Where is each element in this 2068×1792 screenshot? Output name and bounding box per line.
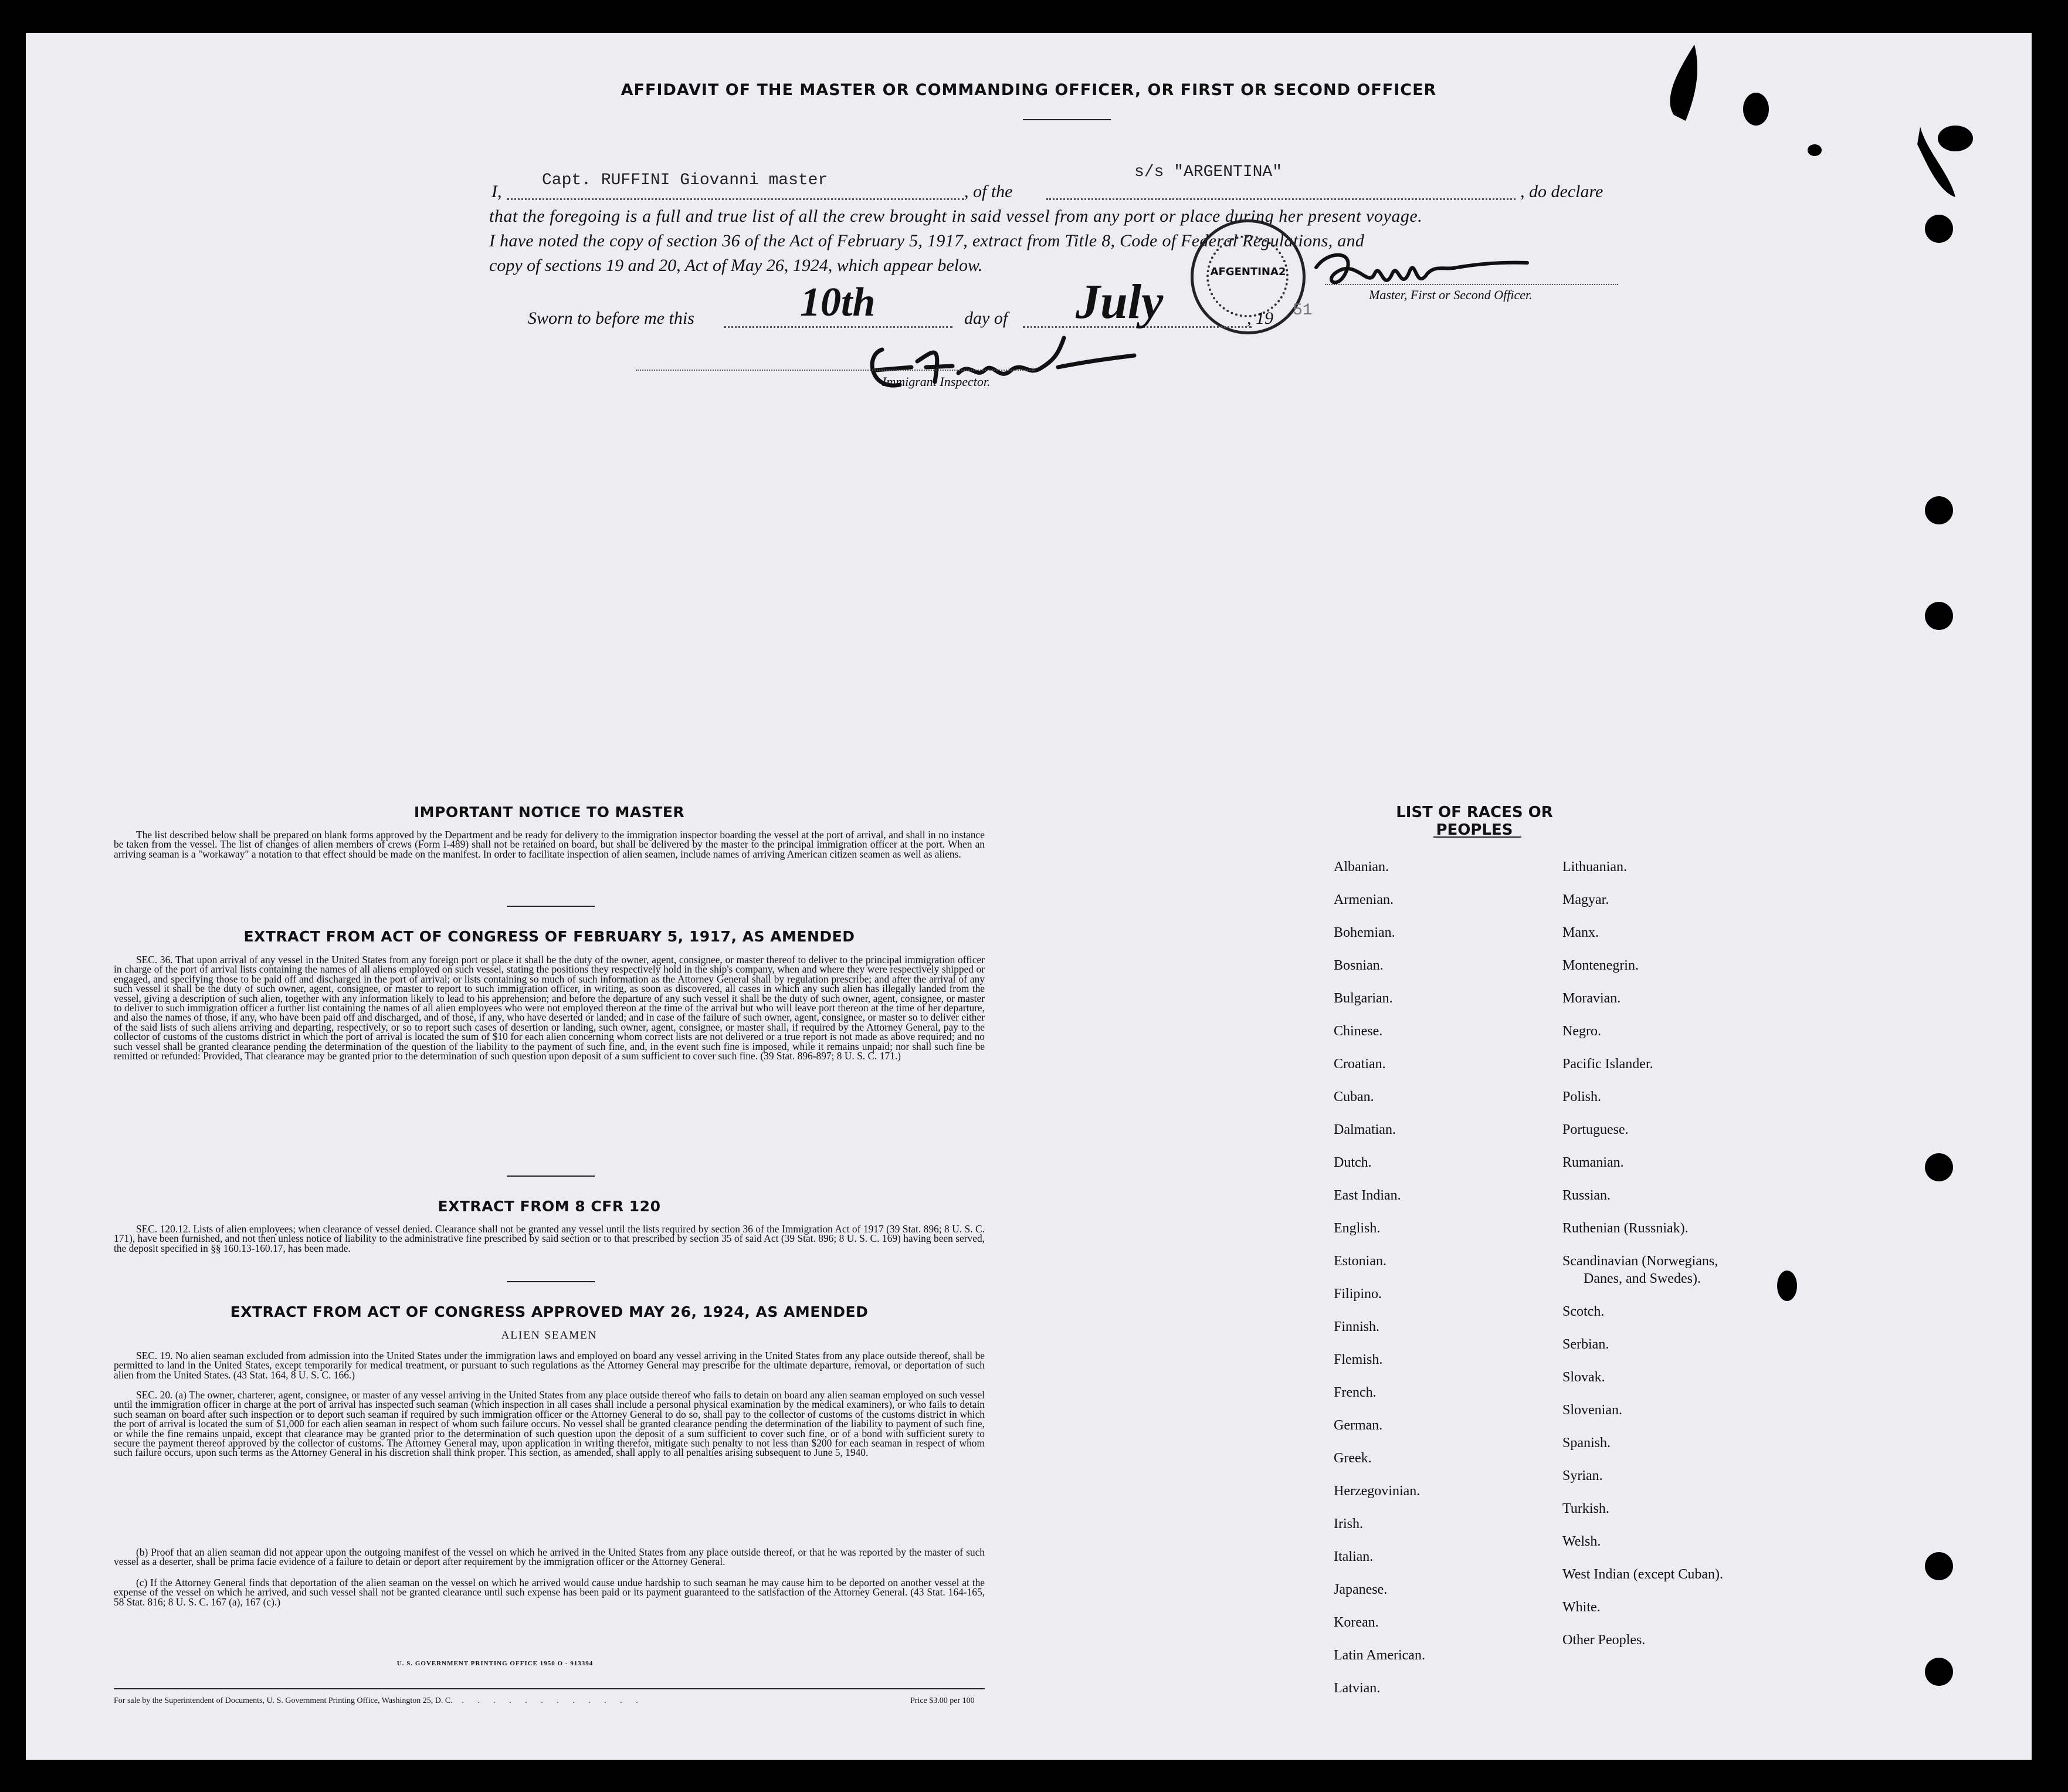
binder-hole <box>1925 1658 1953 1686</box>
extract-cfr-title: EXTRACT FROM 8 CFR 120 <box>438 1198 661 1215</box>
master-name-line <box>507 198 964 200</box>
inspector-signature-line <box>636 370 1035 371</box>
race-item: Welsh. <box>1562 1534 1601 1549</box>
affidavit-line3: I have noted the copy of section 36 of the Act of February 5, 1917, extract from Title 8, Code of Federal Regulations, and <box>489 231 1365 250</box>
race-item: Russian. <box>1562 1188 1611 1203</box>
sworn-day: 10th <box>800 280 876 325</box>
sec20b-text: (b) Proof that an alien seaman did not appear upon the outgoing manifest of the vessel on which he arrived in the United States from any place outside thereof, or that he was reported by the master of such vessel as a deserter, shall be prima facie evidence of a failure to detain or deport after requirement by the immigration officer or the Attorney General. <box>114 1546 985 1568</box>
race-item: Korean. <box>1334 1615 1379 1630</box>
sec20c-text: (c) If the Attorney General finds that deportation of the alien seaman on the vessel on which he arrived would cause undue hardship to such seaman he may cause him to be deported on another vessel at the expense of the vessel on which he arrived, and such vessel shall not be granted clearance until such expense has been paid or its payment guaranteed to the satisfaction of the Attorney General. (43 Stat. 164-165, 58 Stat. 816; 8 U. S. C. 167 (a), 167 (c).) <box>114 1577 985 1608</box>
line1-suffix: , do declare <box>1520 182 1603 201</box>
affidavit-title: AFFIDAVIT OF THE MASTER OR COMMANDING OFFICER, OR FIRST OR SECOND OFFICER <box>621 81 1437 99</box>
binder-hole <box>1925 1552 1953 1580</box>
race-item: Turkish. <box>1562 1501 1609 1516</box>
alien-seamen-subtitle: ALIEN SEAMEN <box>501 1329 598 1342</box>
race-item: Armenian. <box>1334 892 1394 907</box>
race-item: Polish. <box>1562 1089 1602 1105</box>
race-item: Scandinavian (Norwegians, <box>1562 1254 1718 1269</box>
sworn-day-label: day of <box>964 309 1008 328</box>
footer-sale: For sale by the Superintendent of Documents, U. S. Government Printing Office, Washington 25, D. C. <box>114 1696 453 1705</box>
stamp-text: AFGENTINA2 <box>1210 266 1286 278</box>
binder-hole <box>1925 496 1953 524</box>
ink-blotches <box>1598 33 2032 221</box>
race-item: French. <box>1334 1385 1377 1400</box>
race-item: Portuguese. <box>1562 1122 1629 1137</box>
race-item: East Indian. <box>1334 1188 1401 1203</box>
race-item: Estonian. <box>1334 1254 1386 1269</box>
race-item: Albanian. <box>1334 859 1389 875</box>
race-item: Herzegovinian. <box>1334 1483 1421 1499</box>
race-item: Spanish. <box>1562 1435 1611 1451</box>
vessel-name-line <box>1046 198 1516 200</box>
vessel-name: s/s "ARGENTINA" <box>1134 163 1283 181</box>
race-item: Other Peoples. <box>1562 1632 1646 1648</box>
race-item: Latin American. <box>1334 1648 1425 1663</box>
race-item: Bosnian. <box>1334 958 1384 973</box>
affidavit-line2: that the foregoing is a full and true list of all the crew brought in said vessel from any port or place during her present voyage. <box>489 206 1423 226</box>
race-item: Danes, and Swedes). <box>1584 1271 1701 1286</box>
races-title: LIST OF RACES OR PEOPLES <box>1396 804 1553 839</box>
gpo-imprint: U. S. GOVERNMENT PRINTING OFFICE 1950 O - 913394 <box>396 1660 594 1667</box>
race-item: Dutch. <box>1334 1155 1372 1170</box>
sec20a-text: SEC. 20. (a) The owner, charterer, agent, consignee, or master of any vessel arriving in the United States from any place outside thereof who fails to detain on board any alien seaman employed on such vessel until the immigration officer in charge at the port of arrival has inspected such seaman (which inspection in all cases shall include a personal physical examination by the medical examiners), or who fails to detain such seaman on board after such inspection or to deport such seaman if required by such immigration officer or the Attorney General to do so, shall pay to the collector of customs of the customs district in which the port of arrival is located the sum of $1,000 for each alien seaman in respect of whom such failure occurs. No vessel shall be granted clearance pending the determination of the liability to payment of such fine, or while the fine remains unpaid, except that clearance may be granted prior to the determination of such question upon the deposit of a sum sufficient to cover such fine, or of a bond with sufficient surety to secure the payment thereof approved by the collector of customs. The Attorney General may, upon application in writing therefor, mitigate such penalty to not less than $200 for each seaman in respect of whom such failure occurs, upon such terms as the Attorney General in his discretion shall think proper. This section, as amended, shall apply to all penalties arising subsequent to June 5, 1940. <box>114 1389 985 1459</box>
notice-text: The list described below shall be prepared on blank forms approved by the Department and be ready for delivery to the immigration inspector boarding the vessel at the port of arrival, and shall in no instance be taken from the vessel. The list of changes of alien members of crews (Form I-489) shall not be retained on board, but shall be delivered by the master to the principal immigration officer at the port. When an arriving seaman is a "workaway" a notation to that effect should be made on the manifest. In order to facilitate inspection of alien seamen, include names of arriving American citizen seamen as well as aliens. <box>114 829 985 860</box>
binder-hole <box>1925 602 1953 630</box>
race-item: Filipino. <box>1334 1286 1382 1302</box>
race-item: Serbian. <box>1562 1337 1609 1352</box>
race-item: Cuban. <box>1334 1089 1374 1105</box>
affidavit-line4: copy of sections 19 and 20, Act of May 26, 1924, which appear below. <box>489 256 983 275</box>
sworn-prefix: Sworn to before me this <box>528 309 694 328</box>
race-item: Flemish. <box>1334 1352 1383 1367</box>
binder-hole <box>1925 1153 1953 1181</box>
race-item: German. <box>1334 1418 1383 1433</box>
sworn-month: July <box>1076 275 1164 329</box>
footer-rule <box>114 1688 985 1689</box>
master-caption: Master, First or Second Officer. <box>1369 287 1533 302</box>
inspector-caption: Immigrant Inspector. <box>882 374 991 389</box>
race-item: Irish. <box>1334 1516 1363 1532</box>
master-signature-line <box>1325 284 1618 285</box>
race-item: Magyar. <box>1562 892 1609 907</box>
section-divider <box>507 906 595 907</box>
races-divider <box>1433 836 1521 838</box>
race-item: Ruthenian (Russniak). <box>1562 1221 1689 1236</box>
race-item: Scotch. <box>1562 1304 1605 1319</box>
race-item: Slovak. <box>1562 1370 1605 1385</box>
race-item: Chinese. <box>1334 1024 1383 1039</box>
section-divider <box>507 1281 595 1282</box>
race-item: Japanese. <box>1334 1582 1388 1597</box>
race-item: Lithuanian. <box>1562 859 1627 875</box>
document-page <box>26 33 2032 1760</box>
line1-mid: , of the <box>964 182 1013 201</box>
title-divider <box>1023 119 1111 120</box>
sworn-year-prefix: , 19 <box>1247 309 1273 328</box>
race-item: White. <box>1562 1600 1601 1615</box>
race-item: Italian. <box>1334 1549 1374 1564</box>
sec19-text: SEC. 19. No alien seaman excluded from admission into the United States under the immigration laws and employed on board any vessel arriving in the United States from any place outside thereof, shall be permitted to land in the United States, except temporarily for medical treatment, or pursuant to such regulations as the Attorney General may prescribe for the ultimate departure, removal, or deportation of such alien from the United States. (43 Stat. 164, 8 U. S. C. 166.) <box>114 1350 985 1381</box>
master-name: Capt. RUFFINI Giovanni master <box>542 171 828 189</box>
race-item: Syrian. <box>1562 1468 1603 1483</box>
notice-title: IMPORTANT NOTICE TO MASTER <box>413 804 685 821</box>
race-item: Latvian. <box>1334 1681 1381 1696</box>
race-item: Greek. <box>1334 1451 1372 1466</box>
race-item: Manx. <box>1562 925 1599 940</box>
race-item: Slovenian. <box>1562 1403 1622 1418</box>
extract-1917-text: SEC. 36. That upon arrival of any vessel in the United States from any foreign port or place it shall be the duty of the owner, agent, consignee, or master thereof to deliver to the principal immigration officer in charge of the port of arrival lists containing the names of all aliens employed on such vessel, stating the positions they respectively hold in the ship's company, when and where they were respectively shipped or engaged, and specifying those to be paid off and discharged in the port of arrival; or lists containing so much of such information as the Attorney General shall by regulation prescribe; and after the arrival of any such vessel it shall be the duty of such owner, agent, consignee, or master to report to such immigration officer, in writing, as soon as discovered, all cases in which any such alien has illegally landed from the vessel, giving a description of such alien, together with any information likely to lead to his apprehension; and before the departure of any such vessel it shall be the duty of such owner, agent, consignee, or master to deliver to such immigration officer a further list containing the names of all alien employees who were not employed thereon at the time of the arrival but who will leave port thereon at the time of her departure, and also the names of those, if any, who have been paid off and discharged, and of those, if any, who have deserted or landed; and in case of the failure of such owner, agent, consignee, or master so to deliver either of the said lists of such aliens arriving and departing, respectively, or so to report such cases of desertion or landing, such owner, agent, consignee, or master shall, if required by the Attorney General, pay to the collector of customs of the customs district in which the port of arrival is located the sum of $10 for each alien concerning whom correct lists are not delivered or a true report is not made as above required; and no such vessel shall be granted clearance pending the determination of the question of the liability to the payment of such fine, and, in the event such fine is imposed, while it remains unpaid; nor shall such fine be remitted or refunded: Provided, That clearance may be granted prior to the determination of such question upon deposit of a sum sufficient to cover such fine. (39 Stat. 896-897; 8 U. S. C. 171.) <box>114 954 985 1062</box>
race-item: Croatian. <box>1334 1056 1386 1072</box>
race-item: Dalmatian. <box>1334 1122 1396 1137</box>
footer-sale-text <box>114 1696 644 1706</box>
race-item: Rumanian. <box>1562 1155 1624 1170</box>
race-item: West Indian (except Cuban). <box>1562 1567 1723 1582</box>
binder-hole <box>1777 1271 1797 1301</box>
race-item: Pacific Islander. <box>1562 1056 1653 1072</box>
section-divider <box>507 1176 595 1177</box>
footer-price: Price $3.00 per 100 <box>910 1696 975 1705</box>
race-item: Montenegrin. <box>1562 958 1639 973</box>
race-item: Finnish. <box>1334 1319 1380 1334</box>
race-item: Moravian. <box>1562 991 1621 1006</box>
race-item: Bulgarian. <box>1334 991 1393 1006</box>
extract-1924-title: EXTRACT FROM ACT OF CONGRESS APPROVED MAY 26, 1924, AS AMENDED <box>230 1303 869 1320</box>
sworn-year: 51 <box>1293 302 1313 320</box>
inspector-signature <box>859 326 1164 408</box>
race-item: Bohemian. <box>1334 925 1395 940</box>
race-item: English. <box>1334 1221 1381 1236</box>
line1-prefix: I, <box>491 182 502 201</box>
footer-dots: . . . . . . . . . . . . <box>462 1696 644 1705</box>
extract-1917-title: EXTRACT FROM ACT OF CONGRESS OF FEBRUARY 5, 1917, AS AMENDED <box>243 928 855 945</box>
race-item: Negro. <box>1562 1024 1601 1039</box>
extract-cfr-text: SEC. 120.12. Lists of alien employees; when clearance of vessel denied. Clearance shall not be granted any vessel until the lists required by section 36 of the Immigration Act of 1917 (39 Stat. 896; 8 U. S. C. 171), have been furnished, and not then unless notice of liability to the administrative fine prescribed by said section or to that prescribed by section 35 of said Act (39 Stat. 896; 8 U. S. C. 169) having been served, the deposit specified in §§ 160.13-160.17, has been made. <box>114 1223 985 1254</box>
